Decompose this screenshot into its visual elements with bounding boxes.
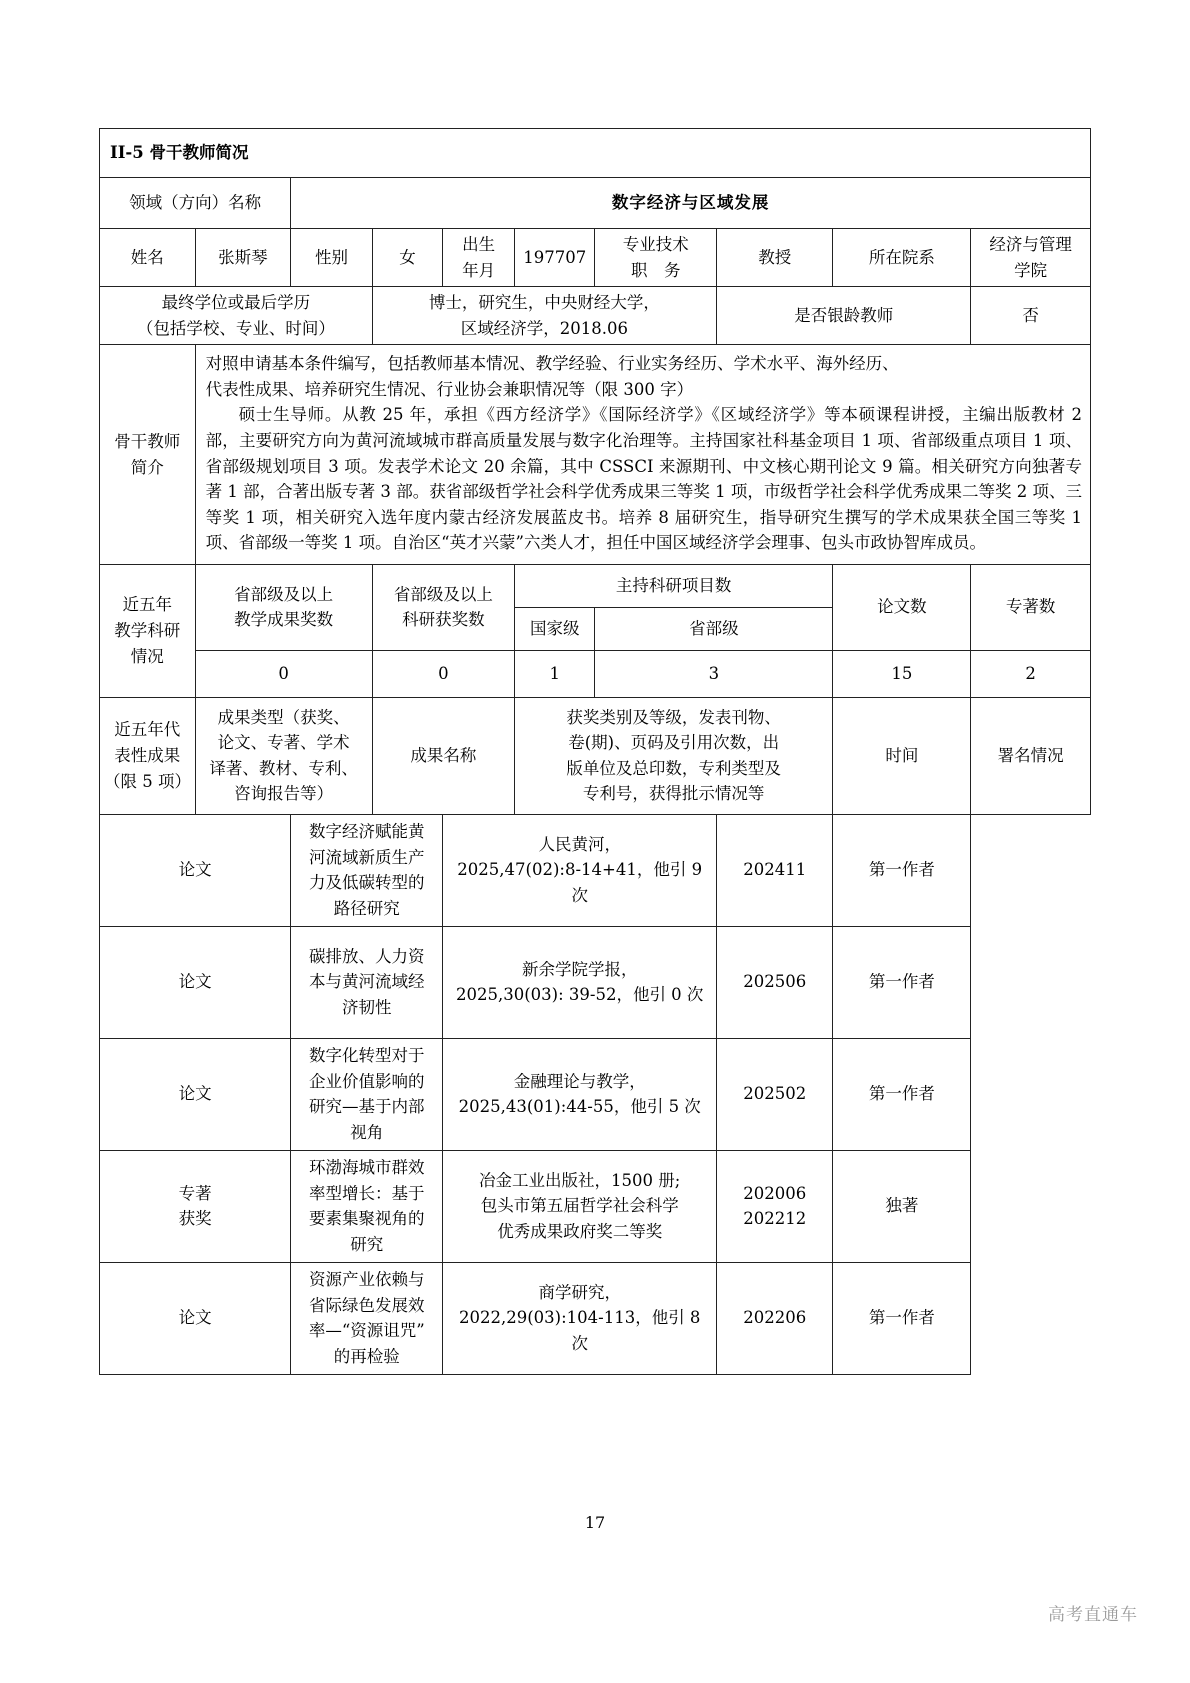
- stats-row-label-line3: 情况: [130, 646, 164, 666]
- achievements-detail-header-line2: 卷(期)、页码及引用次数，出: [568, 733, 780, 753]
- bio-content: [195, 345, 1090, 565]
- stats-teaching-award-header-line1: 省部级及以上: [234, 584, 334, 604]
- page-number: 17: [584, 1513, 606, 1532]
- birth-date-label: [443, 229, 515, 287]
- achievement-type: [100, 1150, 291, 1262]
- achievements-detail-header-line4: 专利号，获得批示情况等: [582, 784, 765, 804]
- achievements-row-label-line1: 近五年代: [114, 720, 181, 740]
- birth-date-value: 197707: [515, 229, 595, 287]
- name-value: 张斯琴: [195, 229, 291, 287]
- department-value: [971, 229, 1091, 287]
- achievement-detail: [443, 926, 717, 1038]
- achievement-name: [291, 1038, 443, 1150]
- teacher-profile-table: [99, 128, 1091, 1375]
- stats-monographs-header: 专著数: [971, 564, 1091, 650]
- text-line: 率型增长：基于: [309, 1183, 425, 1203]
- professional-title-label: [595, 229, 717, 287]
- gender-label: 性别: [291, 229, 372, 287]
- achievement-row: [100, 1262, 1091, 1374]
- achievement-name: [291, 814, 443, 926]
- stats-values-row: [100, 650, 1091, 697]
- stats-research-award-header-line2: 科研获奖数: [402, 610, 485, 630]
- stats-row-label-line2: 教学科研: [114, 620, 181, 640]
- achievements-row-label-line2: 表性成果: [114, 745, 181, 765]
- text-line: 2022,29(03):104-113，他引 8: [458, 1308, 701, 1328]
- text-line: 的再检验: [333, 1346, 400, 1366]
- stats-research-award-header: [372, 564, 514, 650]
- text-line: 202411: [743, 860, 807, 880]
- degree-label-line2: （包括学校、专业、时间）: [136, 318, 335, 338]
- stats-row-label-line1: 近五年: [122, 595, 173, 615]
- text-line: 202212: [743, 1209, 807, 1229]
- bio-instruction-line2: 代表性成果、培养研究生情况、行业协会兼职情况等（限 300 字）: [205, 379, 694, 399]
- stats-research-award-value: 0: [372, 650, 514, 697]
- text-line: 碳排放、人力资: [309, 946, 425, 966]
- stats-projects-provincial-header: 省部级: [595, 607, 833, 650]
- stats-projects-provincial-value: 3: [595, 650, 833, 697]
- professional-title-label-line1: 专业技术: [622, 235, 689, 254]
- achievements-time-header: 时间: [833, 697, 971, 814]
- achievements-type-header-line3: 译著、教材、专利、: [209, 758, 358, 778]
- name-label: 姓名: [100, 229, 196, 287]
- stats-teaching-award-value: 0: [195, 650, 372, 697]
- text-line: 202502: [743, 1084, 807, 1104]
- section-title-row: [100, 129, 1091, 178]
- achievements-body: [100, 814, 1091, 1374]
- text-line: 优秀成果政府奖二等奖: [497, 1222, 663, 1242]
- text-line: 202506: [743, 972, 807, 992]
- achievements-header-row: [100, 697, 1091, 814]
- text-line: 新余学院学报，: [521, 959, 638, 979]
- text-line: 202206: [743, 1308, 807, 1328]
- degree-value: [372, 287, 716, 345]
- department-label: 所在院系: [833, 229, 971, 287]
- text-line: 2025,43(01):44-55，他引 5 次: [458, 1097, 701, 1117]
- text-line: 次: [571, 886, 588, 906]
- bio-label-line2: 简介: [130, 457, 164, 477]
- achievements-detail-header-line3: 版单位及总印数，专利类型及: [566, 758, 781, 778]
- field-direction-value: 数字经济与区域发展: [291, 178, 1091, 229]
- stats-teaching-award-header-line2: 教学成果奖数: [234, 610, 334, 630]
- stats-projects-national-header: 国家级: [515, 607, 595, 650]
- professional-title-label-line2: 职 务: [631, 260, 681, 280]
- degree-label-line1: 最终学位或最后学历: [161, 293, 311, 313]
- basic-info-row: [100, 229, 1091, 287]
- text-line: 2025,47(02):8-14+41，他引 9: [457, 860, 703, 880]
- achievement-detail: [443, 1262, 717, 1374]
- stats-row-label: [100, 564, 196, 697]
- text-line: 视角: [350, 1122, 384, 1142]
- text-line: 专著: [178, 1183, 212, 1203]
- text-line: 包头市第五届哲学社会科学: [480, 1196, 679, 1216]
- text-line: 要素集聚视角的: [309, 1209, 425, 1229]
- department-value-line2: 学院: [1014, 260, 1048, 280]
- achievement-time: [717, 814, 833, 926]
- achievement-name: [291, 1262, 443, 1374]
- text-line: 资源产业依赖与: [309, 1270, 425, 1290]
- degree-label: [100, 287, 373, 345]
- achievements-row-label-line3: （限 5 项）: [104, 771, 191, 791]
- text-line: 力及低碳转型的: [309, 873, 425, 893]
- achievement-row: [100, 1038, 1091, 1150]
- text-line: 冶金工业出版社，1500 册;: [479, 1170, 681, 1190]
- achievement-authorship: 独著: [833, 1150, 971, 1262]
- text-line: 次: [571, 1334, 588, 1354]
- achievements-type-header-line2: 论文、专著、学术: [217, 733, 350, 753]
- achievements-type-header-line1: 成果类型（获奖、: [217, 707, 350, 727]
- department-value-line1: 经济与管理: [989, 235, 1072, 254]
- stats-projects-national-value: 1: [515, 650, 595, 697]
- achievement-type: 论文: [100, 926, 291, 1038]
- text-line: 数字经济赋能黄: [309, 822, 425, 842]
- text-line: 本与黄河流域经: [309, 972, 425, 992]
- stats-projects-group-header: 主持科研项目数: [515, 564, 833, 607]
- text-line: 率—“资源诅咒”: [308, 1321, 425, 1341]
- achievement-time: [717, 1150, 833, 1262]
- achievement-name: [291, 1150, 443, 1262]
- senior-teacher-label: 是否银龄教师: [717, 287, 971, 345]
- achievement-row: [100, 926, 1091, 1038]
- achievement-row: [100, 814, 1091, 926]
- degree-value-line1: 博士，研究生，中央财经大学，: [428, 293, 660, 313]
- achievement-time: [717, 1038, 833, 1150]
- text-line: 人民黄河，: [538, 834, 621, 854]
- achievements-row-label: [100, 697, 196, 814]
- stats-papers-value: 15: [833, 650, 971, 697]
- bio-label: [100, 345, 196, 565]
- achievements-type-header: [195, 697, 372, 814]
- text-line: 省际绿色发展效: [309, 1295, 425, 1315]
- field-direction-label: 领域（方向）名称: [100, 178, 291, 229]
- degree-row: [100, 287, 1091, 345]
- achievements-authorship-header: 署名情况: [971, 697, 1091, 814]
- text-line: 路径研究: [333, 898, 400, 918]
- bio-row: [100, 345, 1091, 565]
- achievements-type-header-line4: 咨询报告等）: [234, 784, 334, 804]
- birth-date-label-line1: 出生: [462, 235, 496, 254]
- achievements-name-header: 成果名称: [372, 697, 514, 814]
- text-line: 研究: [350, 1234, 384, 1254]
- gender-value: 女: [372, 229, 443, 287]
- degree-value-line2: 区域经济学，2018.06: [460, 318, 629, 338]
- text-line: 研究—基于内部: [309, 1097, 425, 1117]
- achievement-type: 论文: [100, 1038, 291, 1150]
- stats-monographs-value: 2: [971, 650, 1091, 697]
- stats-header-row: [100, 564, 1091, 607]
- text-line: 商学研究，: [538, 1282, 621, 1302]
- achievement-type: 论文: [100, 814, 291, 926]
- achievement-row: [100, 1150, 1091, 1262]
- text-line: 获奖: [178, 1209, 212, 1229]
- achievement-type: 论文: [100, 1262, 291, 1374]
- text-line: 202006: [743, 1183, 807, 1203]
- text-line: 金融理论与教学，: [513, 1071, 646, 1091]
- achievements-detail-header: [515, 697, 833, 814]
- achievement-authorship: 第一作者: [833, 1262, 971, 1374]
- stats-research-award-header-line1: 省部级及以上: [393, 584, 493, 604]
- achievement-authorship: 第一作者: [833, 926, 971, 1038]
- field-direction-row: [100, 178, 1091, 229]
- bio-instruction-line1: 对照申请基本条件编写，包括教师基本情况、教学经验、行业实务经历、学术水平、海外经历、: [205, 354, 899, 374]
- text-line: 济韧性: [342, 998, 392, 1018]
- bio-label-line1: 骨干教师: [114, 431, 181, 451]
- section-title: II-5 骨干教师简况: [100, 129, 1091, 178]
- text-line: 环渤海城市群效: [309, 1158, 425, 1178]
- achievement-detail: [443, 814, 717, 926]
- text-line: 数字化转型对于: [309, 1046, 425, 1066]
- text-line: 河流域新质生产: [309, 847, 425, 867]
- stats-teaching-award-header: [195, 564, 372, 650]
- stats-papers-header: 论文数: [833, 564, 971, 650]
- achievement-name: [291, 926, 443, 1038]
- bio-body: 硕士生导师。从教 25 年，承担《西方经济学》《国际经济学》《区域经济学》等本硕课程讲授，主编出版教材 2 部，主要研究方向为黄河流域城市群高质量发展与数字化治理等。主持国家社科基金项目 1 项、省部级重点项目 1 项、省部级规划项目 3 项。发表学术论文 20 余篇，其中 CSSCI 来源期刊、中文核心期刊论文 9 篇。相关研究方向独著专著 1 部，合著出版专著 3 部。获省部级哲学社会科学优秀成果三等奖 1 项，市级哲学社会科学优秀成果二等奖 2 项、三等奖 1 项，相关研究入选年度内蒙古经济发展蓝皮书。培养 8 届研究生，指导研究生撰写的学术成果获全国三等奖 1 项、省部级一等奖 1 项。自治区“英才兴蒙”六类人才，担任中国区域经济学会理事、包头市政协智库成员。: [205, 405, 1082, 553]
- birth-date-label-line2: 年月: [462, 260, 496, 280]
- achievement-time: [717, 926, 833, 1038]
- achievement-authorship: 第一作者: [833, 1038, 971, 1150]
- achievement-time: [717, 1262, 833, 1374]
- professional-title-value: 教授: [717, 229, 833, 287]
- text-line: 企业价值影响的: [309, 1071, 425, 1091]
- achievement-authorship: 第一作者: [833, 814, 971, 926]
- watermark: 高考直通车: [1048, 1605, 1138, 1625]
- achievements-detail-header-line1: 获奖类别及等级，发表刊物、: [566, 707, 781, 727]
- senior-teacher-value: 否: [971, 287, 1091, 345]
- achievement-detail: [443, 1038, 717, 1150]
- achievement-detail: [443, 1150, 717, 1262]
- text-line: 2025,30(03): 39-52，他引 0 次: [455, 985, 704, 1005]
